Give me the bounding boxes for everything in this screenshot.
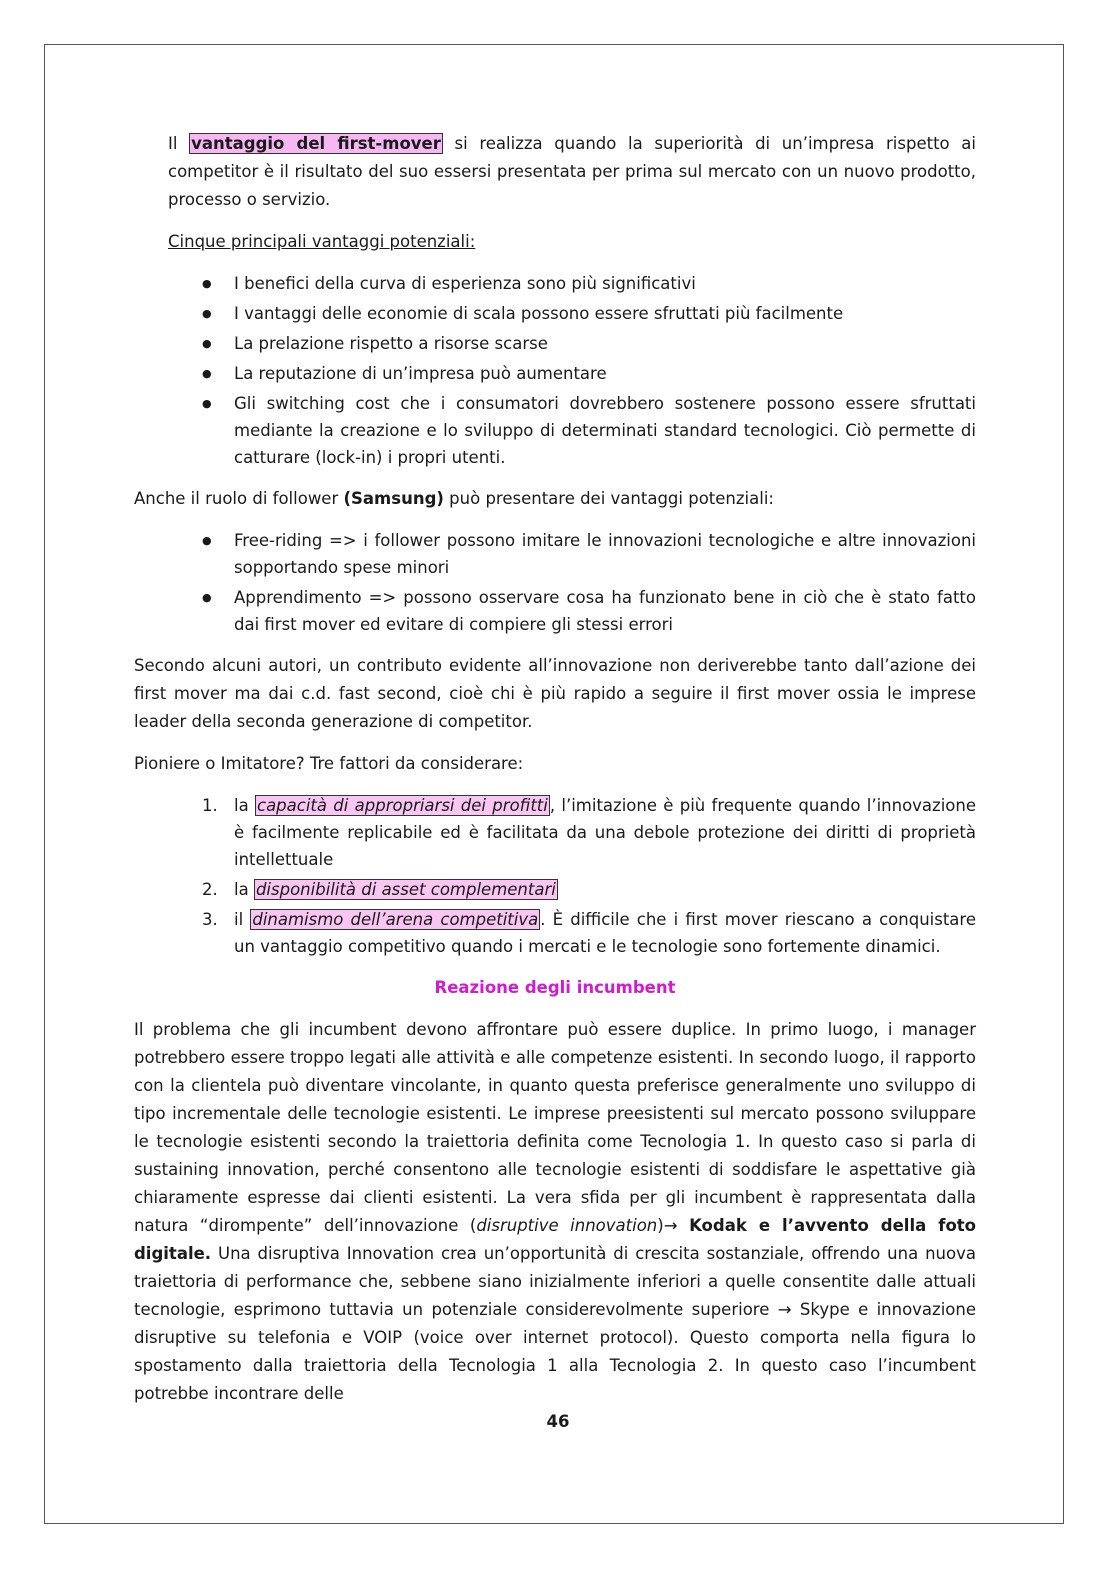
- subheading-text: Cinque principali vantaggi potenziali:: [168, 232, 476, 251]
- text-run: Il problema che gli incumbent devono affrontare può essere duplice. In primo luogo, i manager potrebbero essere troppo legati alle attività e alle competenze esistenti. In secondo luogo, il rapporto con la clientela può diventare vincolante, in quanto questa preferisce generalmente uno sviluppo di tipo incrementale delle tecnologie esistenti. Le imprese preesistenti sul mercato possono sviluppare le tecnologie esistenti secondo la traiettoria definita come Tecnologia 1. In questo caso si parla di sustaining innovation, perché consentono alle tecnologie esistenti di soddisfare le aspettative già chiaramente espresse dai clienti esistenti. La vera sfida per gli incumbent è rappresentata dalla natura “dirompente” dell’innovazione (: [134, 1020, 976, 1235]
- highlight-first-mover: vantaggio del first-mover: [191, 134, 441, 153]
- list-item: [134, 876, 976, 903]
- list-number: 1.: [202, 796, 218, 815]
- text-run: la: [234, 880, 254, 899]
- advantages-list: [134, 270, 976, 471]
- list-item: ● Apprendimento => possono osservare cosa ha funzionato bene in ciò che è stato fatto dai first mover ed evitare di compiere gli stessi errori: [134, 584, 976, 638]
- pioneer-question: Pioniere o Imitatore? Tre fattori da considerare:: [134, 754, 524, 773]
- text-run: . È difficile che i first mover riescano a conquistare un vantaggio competitivo quando i mercati e le tecnologie sono fortemente dinamici.: [234, 910, 976, 956]
- highlight-term: dinamismo dell’arena competitiva: [252, 910, 539, 929]
- list-number: 2.: [202, 880, 218, 899]
- list-item: ● Free-riding => i follower possono imitare le innovazioni tecnologiche e altre innovazioni sopportando spese minori: [134, 527, 976, 581]
- list-item: ● Gli switching cost che i consumatori dovrebbero sostenere possono essere sfruttati mediante la creazione e lo sviluppo di determinati standard tecnologici. Ciò permette di catturare (lock-in) i propri utenti.: [134, 390, 976, 471]
- kodak-bold: Kodak e l’avvento della foto digitale.: [134, 1216, 977, 1263]
- incumbent-paragraph: [134, 1016, 976, 1408]
- list-item: ● I benefici della curva di esperienza sono più significativi: [134, 270, 976, 297]
- text-run: Una disruptiva Innovation crea un’opportunità di crescita sostanziale, offrendo una nuova traiettoria di performance che, sebbene siano inizialmente inferiori a quelle consentite dalle attuali tecnologie, esprimono tuttavia un potenziale considerevolmente superiore → Skype e innovazione disruptive su telefonia e VOIP (voice over internet protocol). Questo comporta nella figura lo spostamento dalla traiettoria della Tecnologia 1 alla Tecnologia 2. In questo caso l’incumbent potrebbe incontrare delle: [134, 1244, 976, 1403]
- text-run: si realizza quando la superiorità di un’impresa rispetto ai competitor è il risultato del suo essersi presentata per prima sul mercato con un nuovo prodotto, processo o servizio.: [168, 134, 976, 209]
- factors-list: [134, 792, 976, 960]
- text-run: la: [234, 796, 255, 815]
- list-item: ● La reputazione di un’impresa può aumentare: [134, 360, 976, 387]
- text-run: può presentare dei vantaggi potenziali:: [443, 489, 774, 508]
- follower-list: [134, 527, 976, 638]
- samsung-bold: (Samsung): [343, 489, 444, 508]
- text-run: Il: [168, 134, 190, 153]
- section-title: Reazione degli incumbent: [434, 978, 676, 997]
- document-body: [134, 130, 976, 1408]
- italic-term: disruptive innovation: [476, 1216, 658, 1235]
- first-mover-paragraph: [134, 130, 976, 214]
- advantages-subheading: [134, 228, 976, 256]
- list-item: ● La prelazione rispetto a risorse scarse: [134, 330, 976, 357]
- list-number: 3.: [202, 910, 218, 929]
- page-number: 46: [546, 1412, 570, 1431]
- highlight-term: disponibilità di asset complementari: [255, 880, 556, 899]
- text-run: il: [234, 910, 251, 929]
- text-run: Anche il ruolo di follower: [134, 489, 344, 508]
- text-run: , l’imitazione è più frequente quando l’innovazione è facilmente replicabile ed è facilitata da una debole protezione dei diritti di proprietà intellettuale: [234, 796, 976, 869]
- arrow-text: )→: [657, 1216, 690, 1235]
- list-item: [134, 792, 976, 873]
- highlight-term: capacità di appropriarsi dei profitti: [257, 796, 548, 815]
- follower-paragraph: [134, 485, 976, 513]
- fast-second-paragraph: Secondo alcuni autori, un contributo evidente all’innovazione non deriverebbe tanto dall’azione dei first mover ma dai c.d. fast second, cioè chi è più rapido a seguire il first mover ossia le imprese leader della seconda generazione di competitor.: [134, 656, 976, 731]
- list-item: [134, 906, 976, 960]
- list-item: ● I vantaggi delle economie di scala possono essere sfruttati più facilmente: [134, 300, 976, 327]
